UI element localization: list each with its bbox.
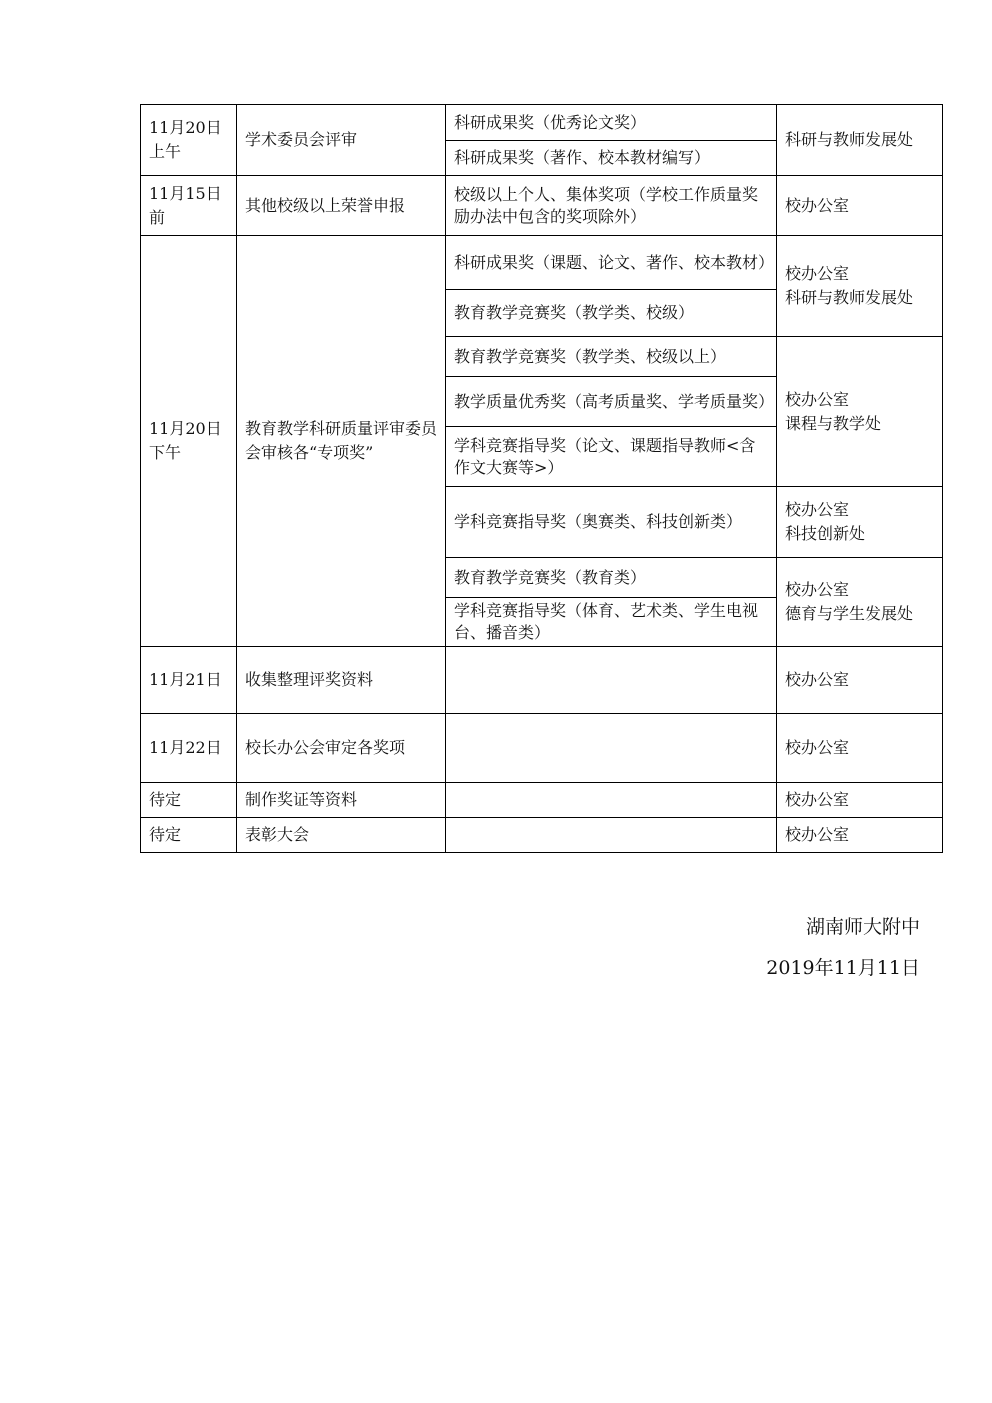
award-item-cell: 教学质量优秀奖（高考质量奖、学考质量奖） (446, 377, 777, 427)
table-row (141, 818, 943, 853)
department-cell: 校办公室 (777, 818, 943, 853)
award-item-cell: 教育教学竞赛奖（教学类、校级以上） (446, 337, 777, 377)
award-item-cell: 科研成果奖（著作、校本教材编写） (446, 141, 777, 176)
date-cell: 11月21日 (141, 647, 237, 714)
award-item-cell: 校级以上个人、集体奖项（学校工作质量奖励办法中包含的奖项除外） (446, 176, 777, 236)
award-item-cell: 学科竞赛指导奖（论文、课题指导教师<含作文大赛等>） (446, 427, 777, 487)
activity-cell: 教育教学科研质量评审委员会审核各“专项奖” (237, 236, 446, 647)
award-item-cell (446, 647, 777, 714)
activity-cell: 制作奖证等资料 (237, 783, 446, 818)
signature-date: 2019年11月11日 (766, 957, 920, 979)
award-item-cell (446, 818, 777, 853)
activity-cell: 校长办公会审定各奖项 (237, 714, 446, 783)
date-cell: 11月15日 前 (141, 176, 237, 236)
department-cell: 校办公室 课程与教学处 (777, 337, 943, 487)
award-item-cell (446, 714, 777, 783)
department-cell: 校办公室 科技创新处 (777, 487, 943, 558)
date-cell: 待定 (141, 818, 237, 853)
activity-cell: 表彰大会 (237, 818, 446, 853)
award-item-cell: 学科竞赛指导奖（奥赛类、科技创新类） (446, 487, 777, 558)
table-row (141, 105, 943, 141)
table-row (141, 714, 943, 783)
table-row (141, 783, 943, 818)
department-cell: 校办公室 (777, 783, 943, 818)
date-cell: 11月20日 下午 (141, 236, 237, 647)
date-cell: 待定 (141, 783, 237, 818)
award-item-cell (446, 783, 777, 818)
award-item-cell: 教育教学竞赛奖（教育类） (446, 558, 777, 598)
award-item-cell: 教育教学竞赛奖（教学类、校级） (446, 290, 777, 337)
department-cell: 校办公室 (777, 176, 943, 236)
date-cell: 11月22日 (141, 714, 237, 783)
activity-cell: 收集整理评奖资料 (237, 647, 446, 714)
activity-cell: 学术委员会评审 (237, 105, 446, 176)
department-cell: 校办公室 德育与学生发展处 (777, 558, 943, 647)
signature-organization: 湖南师大附中 (805, 916, 920, 938)
department-cell: 校办公室 (777, 647, 943, 714)
award-item-cell: 科研成果奖（课题、论文、著作、校本教材） (446, 236, 777, 290)
department-cell: 科研与教师发展处 (777, 105, 943, 176)
department-cell: 校办公室 (777, 714, 943, 783)
activity-cell: 其他校级以上荣誉申报 (237, 176, 446, 236)
department-cell: 校办公室 科研与教师发展处 (777, 236, 943, 337)
table-row (141, 647, 943, 714)
award-item-cell: 科研成果奖（优秀论文奖） (446, 105, 777, 141)
table-row (141, 236, 943, 290)
table-row (141, 176, 943, 236)
date-cell: 11月20日 上午 (141, 105, 237, 176)
award-item-cell: 学科竞赛指导奖（体育、艺术类、学生电视台、播音类） (446, 598, 777, 647)
award-schedule-table (140, 104, 943, 853)
